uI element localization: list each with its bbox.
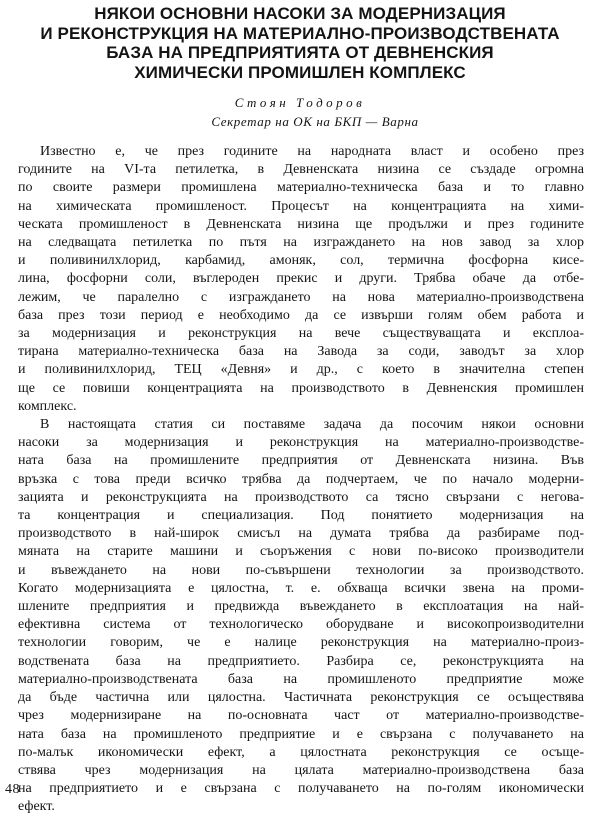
text-line: връзка с това преди всичко трябва да подчертаем, че по начало модерни- xyxy=(18,471,584,487)
article-body xyxy=(18,143,584,817)
text-line: на предприятието и е свързана с получаването на по-голям икономически xyxy=(18,781,584,797)
paragraph xyxy=(18,143,584,416)
text-line: и въвеждането на нови по-съвършени технологии за производството. xyxy=(18,562,584,578)
text-line: зацията и реконструкцията на производството са тясно свързани с негова- xyxy=(18,489,584,505)
text-line: лина, фосфорни соли, въглероден прекис и други. Трябва обаче да отбе- xyxy=(18,271,584,287)
paragraph xyxy=(18,416,584,816)
text-line: технологии говорим, че е налице реконструкция на материално-произ- xyxy=(18,635,584,651)
author-name: Стоян Тодоров xyxy=(234,95,366,110)
text-line: база през този период е необходимо да се извърши голям обем работа и xyxy=(18,307,584,323)
text-line: мяната на старите машини и съоръжения с нови по-високо производители xyxy=(18,544,584,560)
text-line: шлените предприятия и предвижда въвеждането в експлоатация на най- xyxy=(18,599,584,615)
text-line: ната база на промишлените предприятия от Девненската низина. Във xyxy=(18,453,584,469)
text-line: лежим, че паралелно с изграждането на нова материално-производствена xyxy=(18,289,584,305)
text-line: Когато модернизацията е цялостна, т. е. обхваща всички звена на проми- xyxy=(18,580,584,596)
text-line: и поливинилхлорид, карбамид, амоняк, сол, термична фосфорна кисе- xyxy=(18,253,584,269)
text-line: водствената база на предприятието. Разбира се, реконструкцията на xyxy=(18,653,584,669)
text-line: за модернизация и реконструкция на вече съществуващата и експлоа- xyxy=(18,326,584,342)
author-role: Секретар на ОК на БКП — Варна xyxy=(211,114,419,129)
text-line: В настоящата статия си поставяме задача да посочим някои основни xyxy=(40,417,584,433)
text-line: годините на VI-та петилетка, в Девненската низина се създаде огромна xyxy=(18,162,584,178)
text-line: насоки за модернизация и реконструкция на материално-производстве- xyxy=(18,435,584,451)
text-line: Известно е, че през годините на народната власт и особено през xyxy=(40,144,584,159)
title-line: И РЕКОНСТРУКЦИЯ НА МАТЕРИАЛНО-ПРОИЗВОДСТВЕНАТА xyxy=(40,23,560,43)
text-line: по своите размери промишлена материално-техническа база и то главно xyxy=(18,180,584,196)
text-line: по-малък икономически ефект, а цялостната реконструкция се осъще- xyxy=(18,744,584,760)
title-line: НЯКОИ ОСНОВНИ НАСОКИ ЗА МОДЕРНИЗАЦИЯ xyxy=(94,4,506,23)
text-line: да бъде частична или цялостна. Частичната реконструкция се осъществява xyxy=(18,690,584,706)
text-line: ната база на промишленото предприятие и е свързана с получаването на xyxy=(18,726,584,742)
text-line: комплекс. xyxy=(18,398,77,414)
title-line: БАЗА НА ПРЕДПРИЯТИЯТА ОТ ДЕВНЕНСКИЯ xyxy=(106,43,494,62)
article-title xyxy=(8,4,592,82)
text-line: материално-производствената база на промишленото предприятие може xyxy=(18,671,584,687)
text-line: производството в най-широк смисъл на думата трябва да разбираме под- xyxy=(18,526,584,542)
page-number: 48 xyxy=(5,782,20,797)
text-line: и поливинилхлорид, ТЕЦ «Девня» и др., с което в значителна степен xyxy=(18,362,584,378)
text-line: ческата промишленост в Девненската низина ще продължи и през годините xyxy=(18,216,584,232)
text-line: ствява чрез модернизация на цялата материално-производствена база xyxy=(18,762,584,778)
text-line: на химическата промишленост. Процесът на концентрацията на хими- xyxy=(18,198,584,214)
text-line: на следващата петилетка по пътя на изграждането на нов завод за хлор xyxy=(18,235,584,251)
text-line: ефективна система от технологическо оборудване и високопроизводителни xyxy=(18,617,584,633)
text-line: ще се повиши концентрацията на производството в Девненския промишлен xyxy=(18,380,584,396)
text-line: чрез модернизиране на по-основната част от материално-производстве- xyxy=(18,708,584,724)
text-line: тирана материално-техническа база на Завода за соди, заводът за хлор xyxy=(18,344,584,360)
text-line: ефект. xyxy=(18,799,55,815)
title-line: ХИМИЧЕСКИ ПРОМИШЛЕН КОМПЛЕКС xyxy=(134,62,466,82)
text-line: та концентрация и специализация. Под понятието модернизация на xyxy=(18,508,584,524)
